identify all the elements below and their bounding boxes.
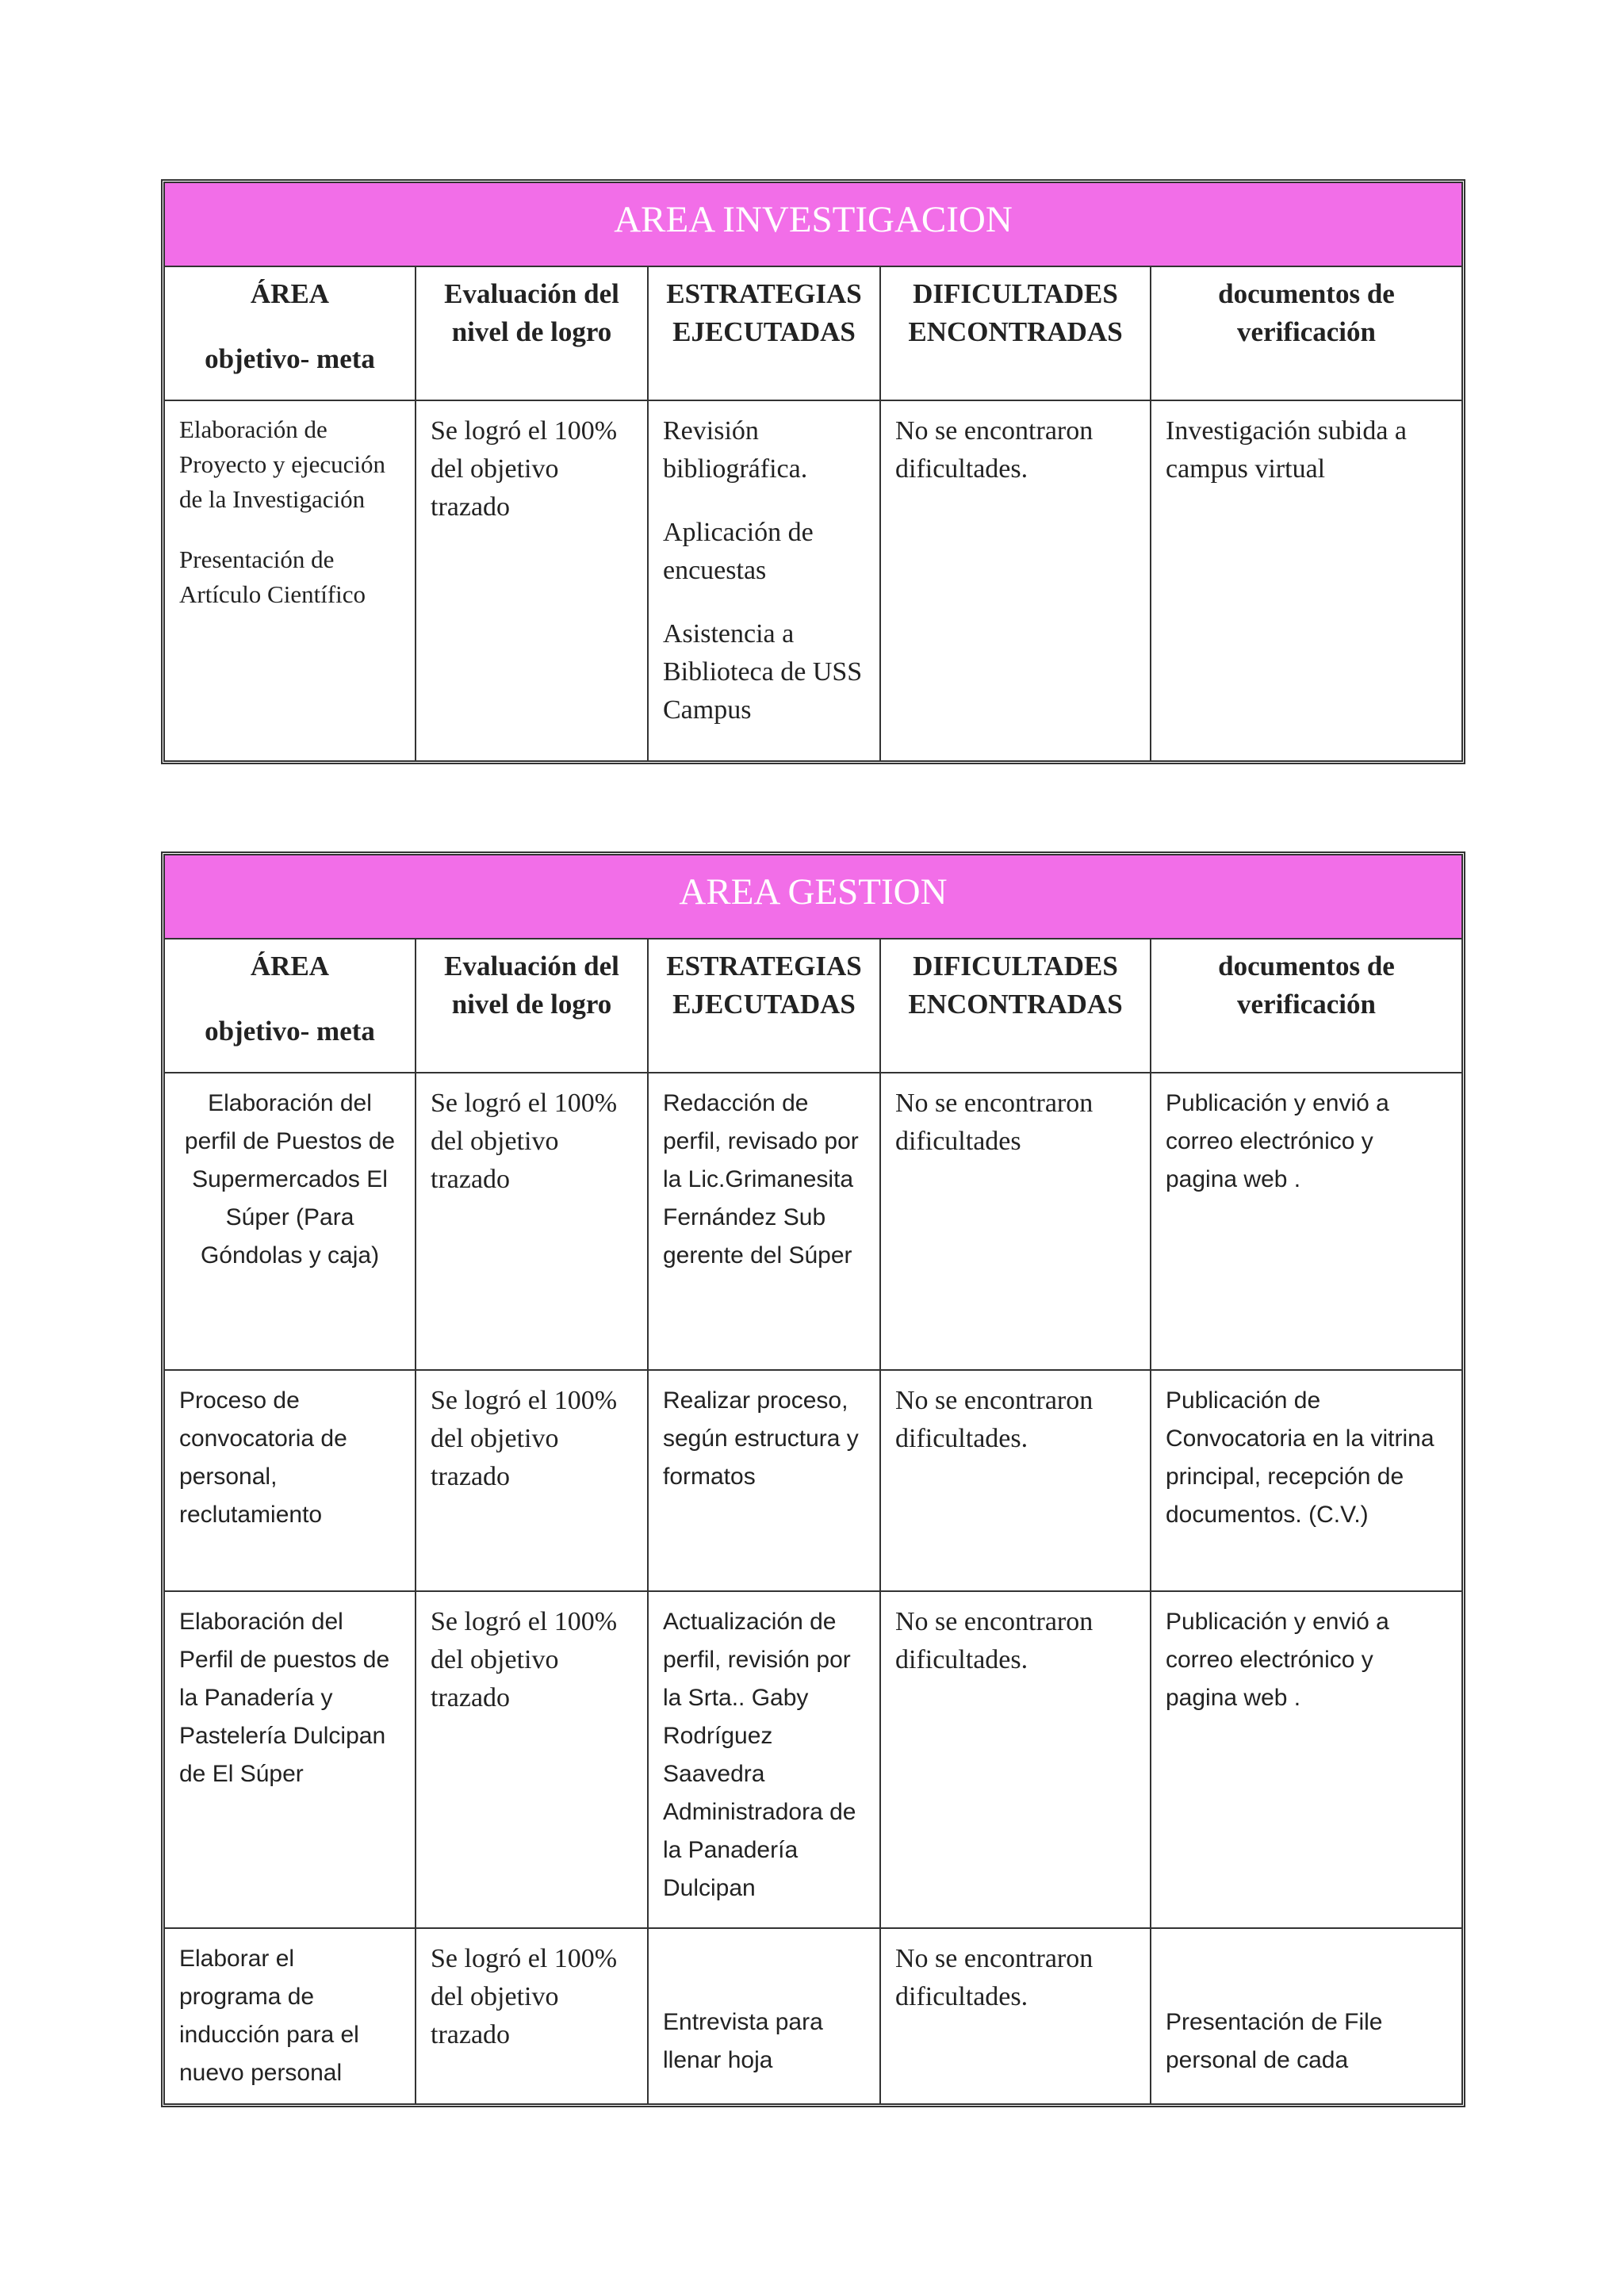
cell-strategies <box>648 400 880 760</box>
cell-documents: Presentación de File personal de cada <box>1166 2009 1383 2073</box>
cell-area <box>165 400 416 760</box>
area-item: Presentación de Artículo Científico <box>179 545 366 608</box>
cell-strategies: Actualización de perfil, revisión por la Srta.. Gaby Rodríguez Saavedra Administradora de la Panadería Dulcipan <box>648 1591 880 1928</box>
area-item: Elaboración de Proyecto y ejecución de la Investigación <box>179 415 385 513</box>
header-documents: documentos de verificación <box>1151 939 1461 1073</box>
table-row <box>165 1928 1461 2103</box>
header-evaluation: Evaluación del nivel de logro <box>416 267 648 400</box>
table-row <box>165 400 1461 760</box>
header-row <box>165 267 1461 400</box>
cell-documents: Investigación subida a campus virtual <box>1166 416 1408 484</box>
header-area-label: ÁREA <box>250 278 330 309</box>
cell-strategies: Redacción de perfil, revisado por la Lic.Grimanesita Fernández Sub gerente del Súper <box>648 1073 880 1370</box>
cell-strategies: Entrevista para llenar hoja <box>648 1928 880 2103</box>
header-strategies: ESTRATEGIAS EJECUTADAS <box>648 939 880 1073</box>
header-strategies: ESTRATEGIAS EJECUTADAS <box>648 267 880 400</box>
table-row <box>165 1370 1461 1591</box>
cell-evaluation: Se logró el 100% del objetivo trazado <box>416 400 648 760</box>
header-documents: documentos de verificación <box>1151 267 1461 400</box>
cell-difficulties: No se encontraron dificultades. <box>880 1928 1151 2103</box>
table-row <box>165 1073 1461 1370</box>
header-area <box>165 267 416 400</box>
cell-documents: Publicación y envió a correo electrónico y pagina web . <box>1151 1073 1461 1370</box>
cell-difficulties: No se encontraron dificultades. <box>880 1591 1151 1928</box>
cell-difficulties: No se encontraron dificultades. <box>880 400 1151 760</box>
cell-difficulties: No se encontraron dificultades <box>880 1073 1151 1370</box>
table-title: AREA INVESTIGACION <box>165 183 1461 267</box>
gestion-table <box>161 851 1465 2107</box>
header-objective-label: objetivo- meta <box>205 343 375 374</box>
cell-strategies: Realizar proceso, según estructura y formatos <box>648 1370 880 1591</box>
header-area-label: ÁREA <box>250 951 330 982</box>
cell-documents: Publicación y envió a correo electrónico y pagina web . <box>1151 1591 1461 1928</box>
table-title: AREA GESTION <box>165 855 1461 939</box>
table-row <box>165 1591 1461 1928</box>
header-objective-label: objetivo- meta <box>205 1016 375 1047</box>
cell-evaluation: Se logró el 100% del objetivo trazado <box>416 1073 648 1370</box>
cell-area: Elaboración del perfil de Puestos de Supermercados El Súper (Para Góndolas y caja) <box>165 1073 416 1370</box>
cell-area: Proceso de convocatoria de personal, reclutamiento <box>165 1370 416 1591</box>
header-difficulties: DIFICULTADES ENCONTRADAS <box>880 939 1151 1073</box>
cell-evaluation: Se logró el 100% del objetivo trazado <box>416 1370 648 1591</box>
cell-evaluation: Se logró el 100% del objetivo trazado <box>416 1591 648 1928</box>
header-difficulties: DIFICULTADES ENCONTRADAS <box>880 267 1151 400</box>
strategy-item: Aplicación de encuestas <box>663 518 814 585</box>
investigacion-table <box>161 179 1465 764</box>
cell-area: Elaborar el programa de inducción para el nuevo personal <box>165 1928 416 2103</box>
header-evaluation: Evaluación del nivel de logro <box>416 939 648 1073</box>
cell-documents: Publicación de Convocatoria en la vitrina principal, recepción de documentos. (C.V.) <box>1151 1370 1461 1591</box>
cell-difficulties: No se encontraron dificultades. <box>880 1370 1151 1591</box>
header-area <box>165 939 416 1073</box>
strategy-item: Asistencia a Biblioteca de USS Campus <box>663 619 863 725</box>
cell-area: Elaboración del Perfil de puestos de la Panadería y Pastelería Dulcipan de El Súper <box>165 1591 416 1928</box>
gestion-grid <box>165 939 1461 2103</box>
investigacion-grid <box>165 267 1461 760</box>
cell-evaluation: Se logró el 100% del objetivo trazado <box>416 1928 648 2103</box>
strategy-item: Revisión bibliográfica. <box>663 416 808 484</box>
header-row <box>165 939 1461 1073</box>
